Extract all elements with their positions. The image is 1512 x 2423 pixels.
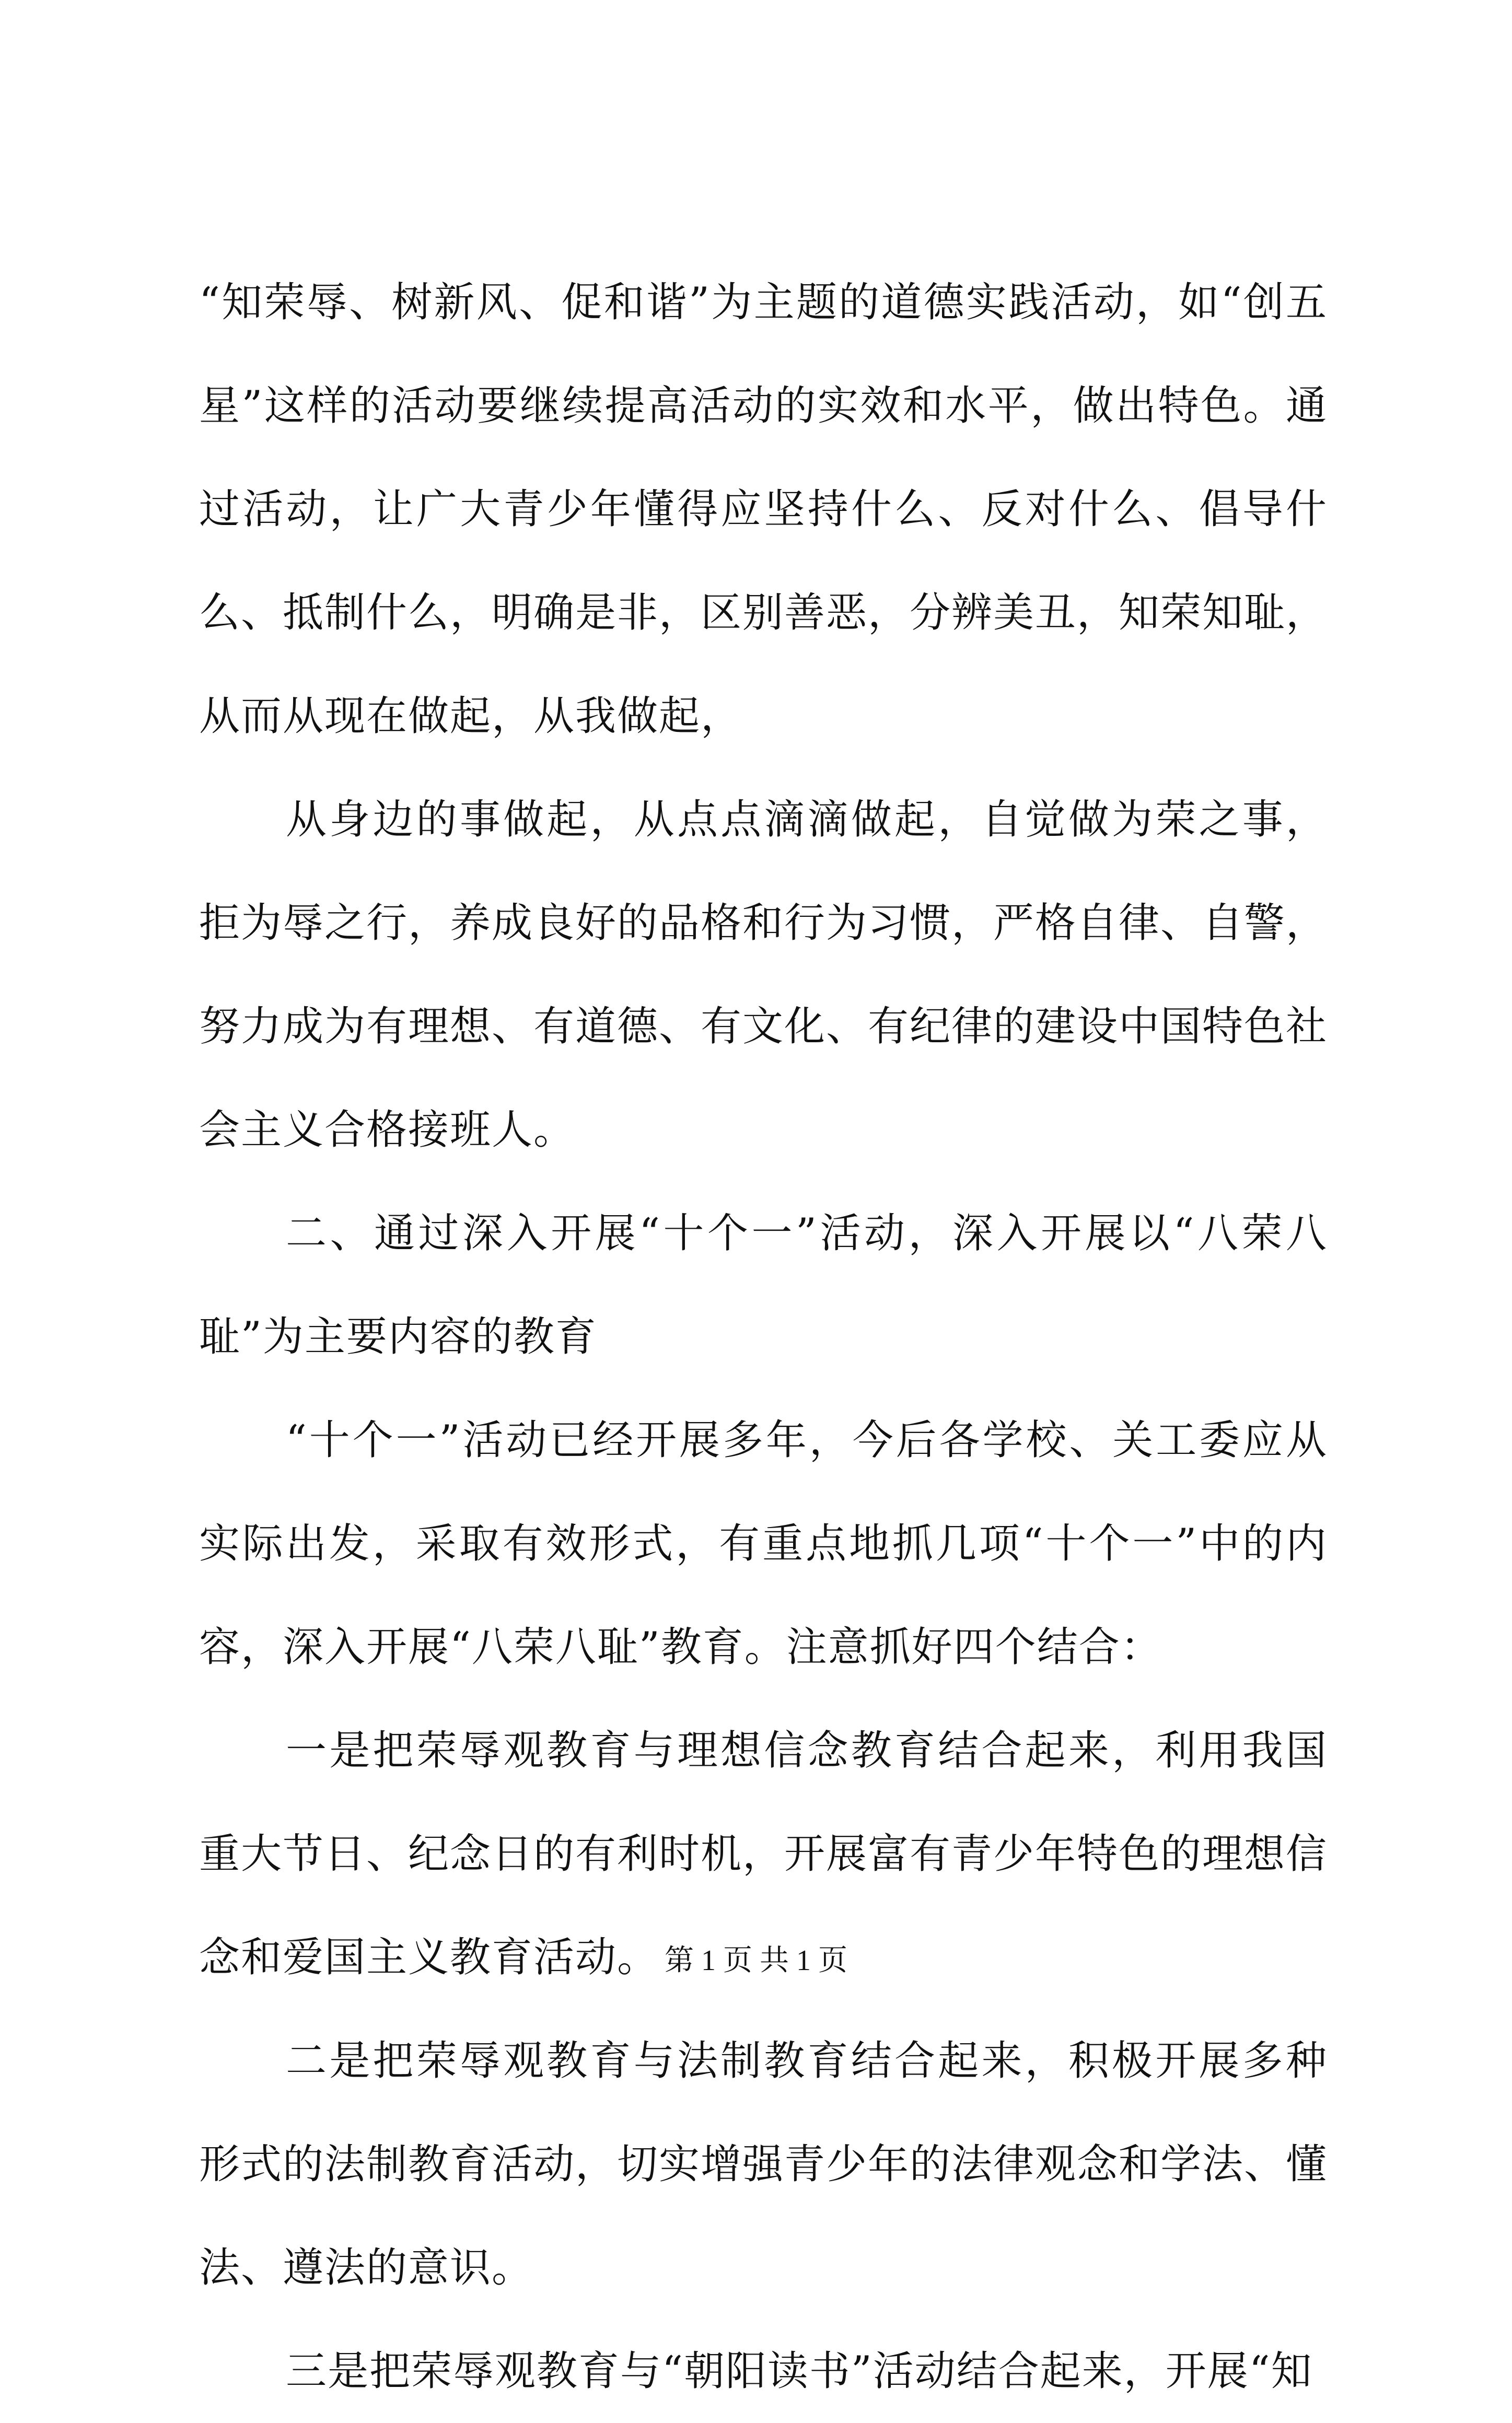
page-footer: [0, 1942, 1512, 1979]
paragraph-5: 二是把荣辱观教育与法制教育结合起来，积极开展多种形式的法制教育活动，切实增强青少年的法律观念和学法、懂法、遵法的意识。: [199, 2037, 1328, 2291]
paragraph-6: 三是把荣辱观教育与“朝阳读书”活动结合起来，开展“知: [286, 2348, 1313, 2395]
paragraph-1: “知荣辱、树新风、促和谐”为主题的道德实践活动，如“创五星”这样的活动要继续提高活动的实效和水平，做出特色。通过活动，让广大青少年懂得应坚持什么、反对什么、倡导什么、抵制什么，明确是非，区别善恶，分辨美丑，知荣知耻，从而从现在做起，从我做起，: [199, 279, 1328, 740]
paragraph-2: 从身边的事做起，从点点滴滴做起，自觉做为荣之事，拒为辱之行，养成良好的品格和行为习惯，严格自律、自警，努力成为有理想、有道德、有文化、有纪律的建设中国特色社会主义合格接班人。: [199, 796, 1328, 1154]
document-body: [199, 251, 1328, 2423]
section-heading-2: 二、通过深入开展“十个一”活动，深入开展以“八荣八耻”为主要内容的教育: [199, 1210, 1328, 1360]
paragraph-3: “十个一”活动已经开展多年，今后各学校、关工委应从实际出发，采取有效形式，有重点地抓几项“十个一”中的内容，深入开展“八荣八耻”教育。注意抓好四个结合：: [199, 1417, 1328, 1671]
page-number-label: 第 1 页 共 1 页: [665, 1944, 847, 1977]
paragraph-4: 一是把荣辱观教育与理想信念教育结合起来，利用我国重大节日、纪念日的有利时机，开展富有青少年特色的理想信念和爱国主义教育活动。: [199, 1727, 1328, 1981]
